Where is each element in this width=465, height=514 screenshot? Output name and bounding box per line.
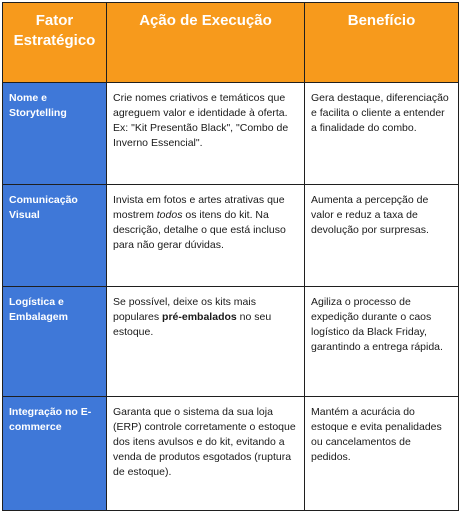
factor-cell: Logística e Embalagem	[3, 287, 107, 397]
action-cell: Garanta que o sistema da sua loja (ERP) controle corretamente o estoque dos itens avulsos e do kit, evitando a venda de produtos esgotados (ruptura de estoque).	[107, 397, 305, 511]
action-emphasis: todos	[156, 209, 183, 221]
action-text: Invista em fotos e artes atrativas que mostrem	[113, 194, 285, 221]
action-text: no seu estoque.	[113, 311, 272, 338]
benefit-cell: Mantém a acurácia do estoque e evita penalidades ou cancelamentos de pedidos.	[305, 397, 459, 511]
header-row	[3, 3, 459, 83]
strategy-table	[2, 2, 459, 511]
action-cell	[107, 287, 305, 397]
factor-cell: Integração no E-commerce	[3, 397, 107, 511]
benefit-cell: Aumenta a percepção de valor e reduz a taxa de devolução por surpresas.	[305, 185, 459, 287]
table-row	[3, 397, 459, 511]
factor-cell: Nome e Storytelling	[3, 83, 107, 185]
benefit-cell: Gera destaque, diferenciação e facilita o cliente a entender a finalidade do combo.	[305, 83, 459, 185]
action-cell	[107, 185, 305, 287]
action-strong: pré-embalados	[162, 311, 237, 323]
factor-cell: Comunicação Visual	[3, 185, 107, 287]
table-row	[3, 287, 459, 397]
header-factor: Fator Estratégico	[3, 3, 107, 83]
benefit-cell: Agiliza o processo de expedição durante o caos logístico da Black Friday, garantindo a entrega rápida.	[305, 287, 459, 397]
table-row	[3, 83, 459, 185]
header-action: Ação de Execução	[107, 3, 305, 83]
action-text: Se possível, deixe os kits mais populares	[113, 296, 256, 323]
table-row	[3, 185, 459, 287]
action-cell: Crie nomes criativos e temáticos que agreguem valor e identidade à oferta. Ex: "Kit Presentão Black", "Combo de Inverno Essencial".	[107, 83, 305, 185]
action-text: os itens do kit. Na descrição, detalhe o que está incluso para não gerar dúvidas.	[113, 209, 286, 251]
header-benefit: Benefício	[305, 3, 459, 83]
